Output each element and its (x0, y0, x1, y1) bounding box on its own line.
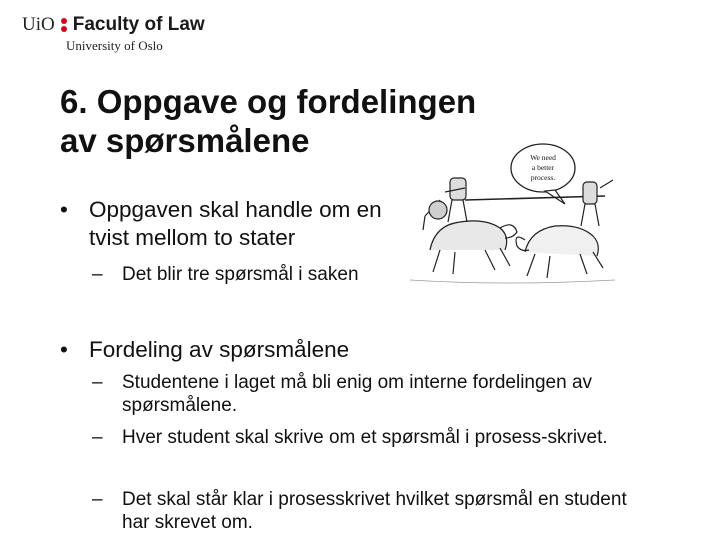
speech-line-3: process. (530, 173, 556, 182)
bullet-2 (60, 336, 460, 364)
bullet-1-sub-1 (92, 263, 412, 286)
jousting-knights-cartoon (405, 140, 620, 290)
title-line-2: av spørsmålene (60, 122, 310, 159)
dash-icon: – (92, 489, 103, 510)
dash-icon: – (92, 372, 103, 393)
ground-line (410, 280, 615, 283)
university-name: University of Oslo (66, 38, 163, 53)
bullet-1-sub-1-text: Det blir tre spørsmål i saken (122, 264, 359, 285)
bullet-2-text: Fordeling av spørsmålene (89, 337, 350, 362)
bullet-2-sub-2 (92, 426, 652, 449)
uio-dots-icon (60, 17, 68, 33)
dash-icon: – (92, 264, 103, 285)
bullet-icon: • (60, 197, 68, 222)
bullet-icon: • (60, 337, 68, 362)
bullet-2-sub-3-text: Det skal står klar i prosesskrivet hvilket spørsmål en student har skrevet om. (122, 489, 627, 533)
right-knight-icon (516, 180, 613, 278)
bullet-2-sub-3 (92, 488, 652, 534)
bullet-2-sub-2-text: Hver student skal skrive om et spørsmål i prosess-skrivet. (122, 427, 608, 448)
speech-line-1: We need (530, 153, 556, 162)
uio-wordmark: UiO (22, 14, 55, 35)
speech-line-2: a better (531, 163, 555, 172)
speech-bubble (511, 144, 575, 204)
left-knight-icon (423, 178, 605, 274)
bullet-1-text: Oppgaven skal handle om en tvist mellom to stater (89, 197, 382, 250)
bullet-2-sub-1 (92, 371, 652, 417)
dash-icon: – (92, 427, 103, 448)
uio-logo (22, 14, 205, 54)
faculty-name: Faculty of Law (72, 14, 205, 35)
title-line-1: 6. Oppgave og fordelingen (60, 83, 477, 120)
bullet-1 (60, 196, 420, 252)
bullet-2-sub-1-text: Studentene i laget må bli enig om interne fordelingen av spørsmålene. (122, 372, 593, 416)
